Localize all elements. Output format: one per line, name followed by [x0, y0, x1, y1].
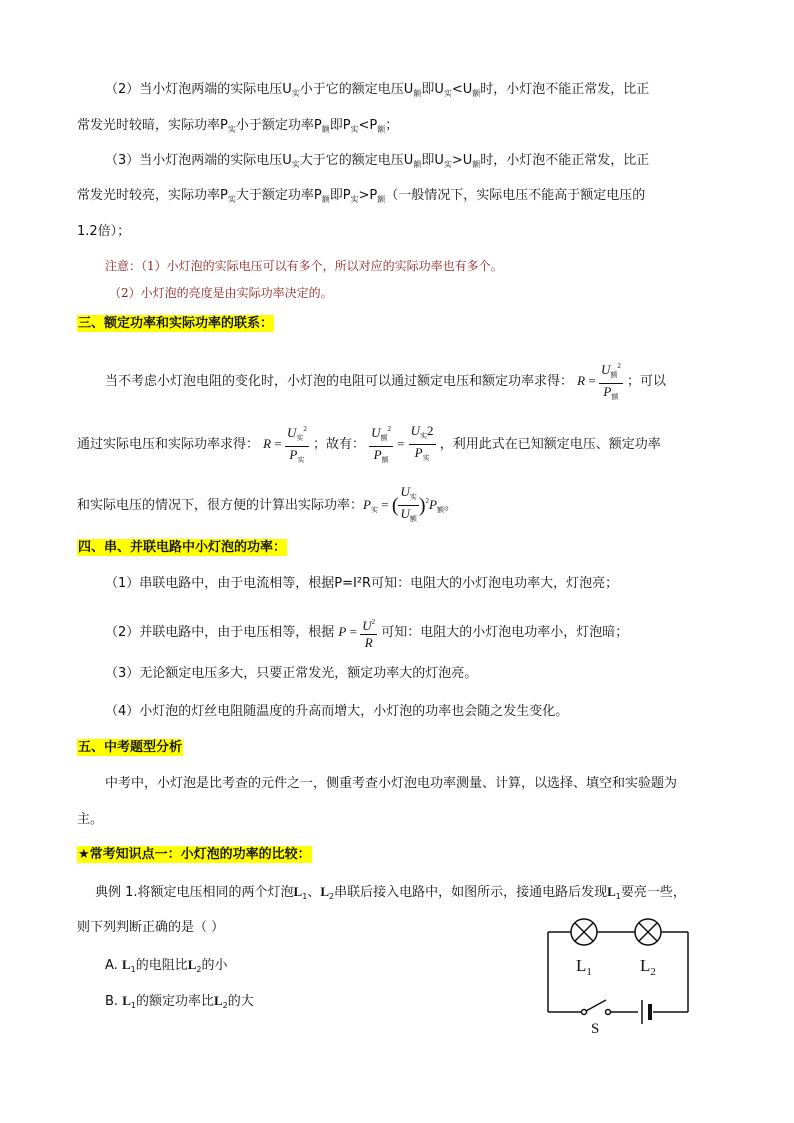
para-3-line2: 常发光时较亮，实际功率$P_实$大于额定功率$P_额$即$P_实>P_额$（一般情况下，实际电压不能高于额定电压的 [77, 188, 646, 204]
label-l1: $L_1$ [576, 956, 592, 978]
label-l2: $L_2$ [640, 956, 656, 978]
para-5-line2: 主。 [77, 812, 104, 827]
option-b: B. $L_1$的额定功率比$L_2$的大 [105, 993, 254, 1010]
para-2-line2: 常发光时较暗，实际功率$P_实$小于额定功率$P_额$即$P_实<P_额$； [77, 118, 399, 134]
para3-line2: 通过实际电压和实际功率求得： R = $\frac{U_实^2}{P_实}$ ；故有： $\frac{U_额^2}{P_额}$ = $\frac{U_实2}{P_实}$ ，利用此式在已知额定电压、额定功率 [77, 421, 661, 468]
formula-actual-power: $\frac{U_实}{U_额}$ [400, 484, 417, 523]
example-line1: 典例 1.将额定电压相同的两个灯泡$L_1$、$L_2$串联后接入电路中，如图所示，接通电路后发现$L_1$要亮一些， [95, 884, 686, 901]
s4-item-3: （3）无论额定电压多大，只要正常发光，额定功率大的灯泡亮。 [105, 666, 478, 681]
option-a: A. $L_1$的电阻比$L_2$的小 [105, 957, 228, 974]
circuit-diagram [538, 916, 698, 1036]
para-5-line1: 中考中，小灯泡是比考查的元件之一，侧重考查小灯泡电功率测量、计算，以选择、填空和实验题为 [105, 776, 678, 791]
formula-rated-resistance: $\frac{U_额^2}{P_额}$ [599, 358, 623, 405]
para3-line1: 当不考虑小灯泡电阻的变化时，小灯泡的电阻可以通过额定电压和额定功率求得： R = $\frac{U_额^2}{P_额}$ ；可以 [105, 358, 666, 405]
formula-equality-left: $\frac{U_额^2}{P_额}$ [369, 421, 393, 468]
heading-6: ★常考知识点一：小灯泡的功率的比较： [78, 847, 311, 862]
formula-parallel-power: $\frac{U^2}{R}$ [360, 614, 377, 651]
lamp-l2 [635, 919, 661, 945]
s4-item-1: （1）串联电路中，由于电流相等，根据P=I²R可知：电阻大的小灯泡电功率大，灯泡亮； [105, 576, 619, 591]
para-3-line3: 1.2倍）； [77, 224, 131, 239]
heading-4: 四、串、并联电路中小灯泡的功率： [78, 540, 287, 555]
switch-s [582, 1000, 611, 1015]
label-s: S [591, 1021, 600, 1036]
s4-item-4: （4）小灯泡的灯丝电阻随温度的升高而增大，小灯泡的功率也会随之发生变化。 [105, 704, 569, 719]
s4-item-2: （2）并联电路中，由于电压相等，根据 P = $\frac{U^2}{R}$ 可知：电阻大的小灯泡电功率小，灯泡暗； [105, 614, 628, 651]
heading-5: 五、中考题型分析 [78, 740, 183, 755]
note-2: （2）小灯泡的亮度是由实际功率决定的。 [109, 286, 333, 300]
para3-line3: 和实际电压的情况下，很方便的计算出实际功率：$P_实$ = ( $\frac{U_实}{U_额}$ )$^2P_额$。 [77, 484, 457, 527]
para-3-line1: （3）当小灯泡两端的实际电压$U_实$大于它的额定电压$U_额$即$U_实>U_额$时，小灯泡不能正常发，比正 [105, 153, 650, 169]
lamp-l1 [571, 919, 597, 945]
para-2-line1: （2）当小灯泡两端的实际电压$U_实$小于它的额定电压$U_额$即$U_实<U_额$时，小灯泡不能正常发，比正 [105, 82, 650, 98]
formula-equality-right: $\frac{U_实2}{P_实}$ [410, 423, 434, 462]
heading-3: 三、额定功率和实际功率的联系： [78, 316, 274, 331]
note-1: 注意：（1）小灯泡的实际电压可以有多个，所以对应的实际功率也有多个。 [105, 259, 503, 273]
formula-actual-resistance: $\frac{U_实^2}{P_实}$ [285, 421, 309, 468]
example-line2: 则下列判断正确的是（ ） [77, 920, 225, 935]
battery [642, 1000, 650, 1024]
